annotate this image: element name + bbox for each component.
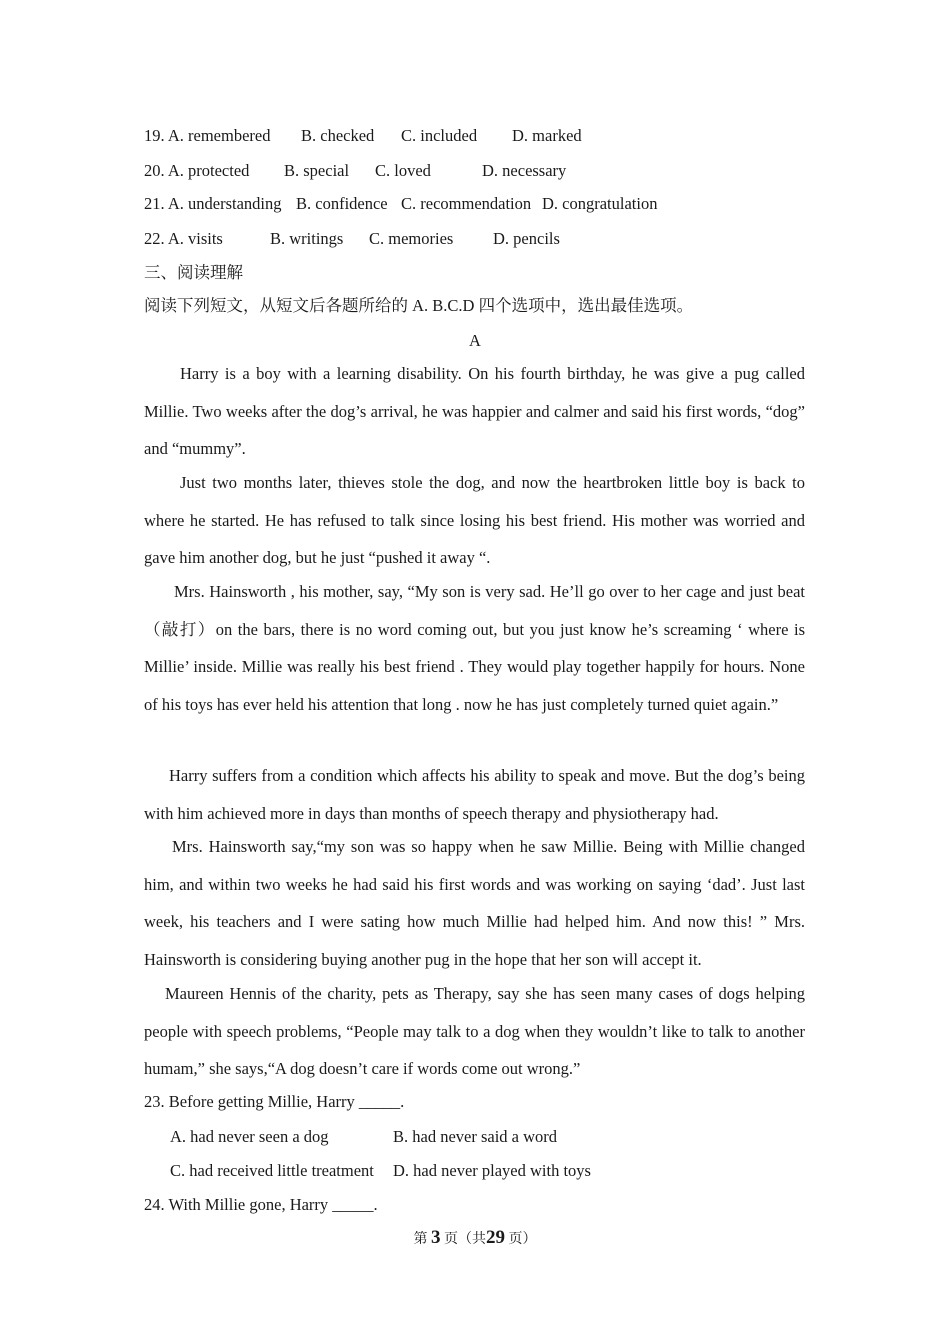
question-23-stem: 23. Before getting Millie, Harry _____.: [144, 1092, 405, 1111]
q21-option-a: 21. A. understanding: [144, 194, 282, 213]
footer-middle: 页（共: [444, 1232, 486, 1247]
footer-suffix: 页）: [508, 1232, 537, 1247]
q21-option-d: D. congratulation: [542, 194, 658, 213]
q23-option-d: D. had never played with toys: [393, 1161, 591, 1180]
question-24-stem: 24. With Millie gone, Harry _____.: [144, 1195, 378, 1214]
q20-option-d: D. necessary: [482, 161, 567, 180]
q21-option-c: C. recommendation: [401, 194, 532, 213]
q20-option-c: C. loved: [375, 161, 431, 180]
page-footer: [0, 1226, 950, 1252]
q19-option-d: D. marked: [512, 126, 582, 145]
q19-option-a: 19. A. remembered: [144, 126, 271, 145]
q22-option-c: C. memories: [369, 229, 454, 248]
footer-page-number: 3: [431, 1227, 441, 1248]
section-heading: 三、阅读理解: [144, 263, 243, 282]
q20-option-b: B. special: [284, 161, 350, 180]
passage-paragraph-6: Maureen Hennis of the charity, pets as Therapy, say she has seen many cases of dogs helping people with speech problems, “People may talk to a dog when they wouldn’t like to talk to another humam,” she says,“A dog doesn’t care if words come out wrong.”: [144, 984, 805, 1078]
passage-paragraph-4: Harry suffers from a condition which affects his ability to speak and move. But the dog’s being with him achieved more in days than months of speech therapy and physiotherapy had.: [144, 766, 805, 823]
footer-total-pages: 29: [486, 1227, 505, 1248]
passage-paragraph-5: Mrs. Hainsworth say,“my son was so happy when he saw Millie. Being with Millie changed him, and within two weeks he had said his first words and was working on saying ‘dad’. Just last week, his teachers and I were sating how much Millie had helped him. And now this! ” Mrs. Hainsworth is considering buying another pug in the hope that her son will accept it.: [144, 837, 805, 969]
passage-paragraph-1: Harry is a boy with a learning disability. On his fourth birthday, he was give a pug called Millie. Two weeks after the dog’s arrival, he was happier and calmer and said his first words, “dog” and “mummy”.: [144, 364, 805, 458]
q20-option-a: 20. A. protected: [144, 161, 250, 180]
q23-option-b: B. had never said a word: [393, 1127, 558, 1146]
q23-option-c: C. had received little treatment: [170, 1161, 374, 1180]
passage-paragraph-2: Just two months later, thieves stole the dog, and now the heartbroken little boy is back to where he started. He has refused to talk since losing his best friend. His mother was worried and gave him another dog, but he just “pushed it away “.: [144, 473, 805, 567]
q22-option-a: 22. A. visits: [144, 229, 223, 248]
passage-paragraph-3: Mrs. Hainsworth , his mother, say, “My son is very sad. He’ll go over to her cage and just beat（敲打）on the bars, there is no word coming out, but you just know he’s screaming ‘ where is Millie’ inside. Millie was really his best friend . They would play together happily for hours. None of his toys has ever held his attention that long . now he has just completely turned quiet again.”: [144, 582, 805, 714]
q21-option-b: B. confidence: [296, 194, 388, 213]
q22-option-b: B. writings: [270, 229, 344, 248]
q22-option-d: D. pencils: [493, 229, 560, 248]
footer-prefix: 第: [413, 1232, 428, 1247]
reading-instruction: 阅读下列短文，从短文后各题所给的 A. B.C.D 四个选项中，选出最佳选项。: [144, 296, 694, 315]
passage-label: A: [469, 331, 481, 350]
q19-option-b: B. checked: [301, 126, 375, 145]
q19-option-c: C. included: [401, 126, 478, 145]
q23-option-a: A. had never seen a dog: [170, 1127, 329, 1146]
